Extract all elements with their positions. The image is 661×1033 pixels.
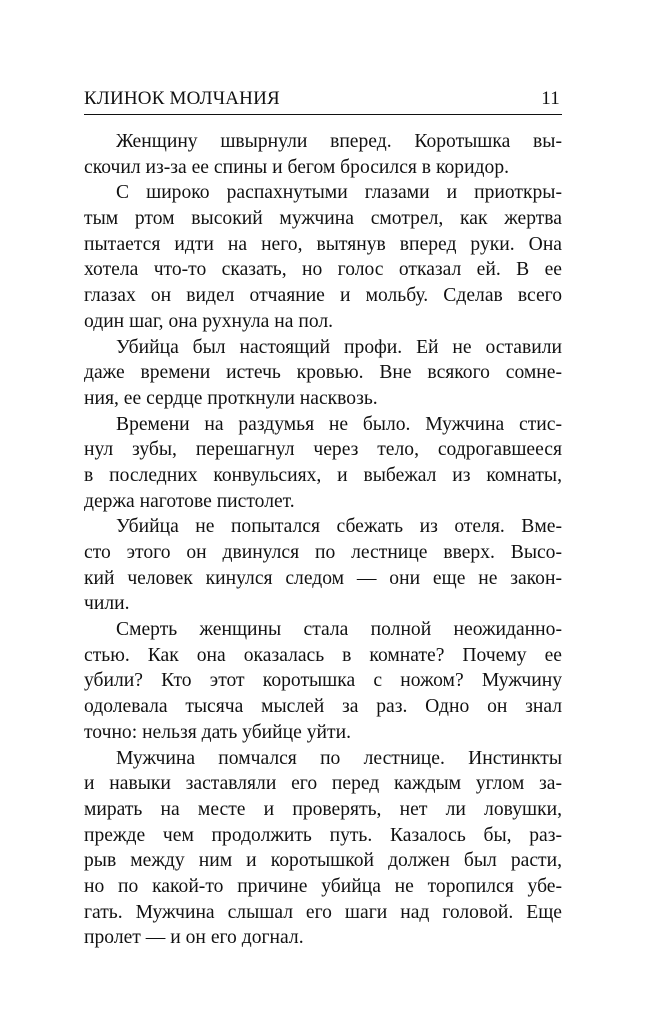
text-line: но по какой-то причине убийца не торопился убе- bbox=[84, 875, 562, 897]
text-line: глазах он видел отчаяние и мольбу. Сделав всего bbox=[84, 285, 562, 307]
text-line: даже времени истечь кровью. Вне всякого сомне- bbox=[84, 362, 562, 384]
page-number: 11 bbox=[541, 88, 560, 109]
text-line: прежде чем продолжить путь. Казалось бы, раз- bbox=[84, 824, 562, 846]
text-line: рыв между ним и коротышкой должен был расти, bbox=[84, 850, 562, 872]
paragraph bbox=[84, 180, 562, 334]
paragraph bbox=[84, 617, 562, 745]
text-line: сто этого он двинулся по лестнице вверх. Высо- bbox=[84, 542, 562, 563]
text-line: в последних конвульсиях, и выбежал из комнаты, bbox=[84, 464, 562, 486]
text-line: стью. Как она оказалась в комнате? Почему ее bbox=[84, 644, 562, 666]
text-line: и навыки заставляли его перед каждым углом за- bbox=[84, 773, 562, 795]
text-line: Убийца был настоящий профи. Ей не оставили bbox=[116, 336, 562, 358]
paragraph bbox=[84, 335, 562, 412]
text-line: ния, ее сердце проткнули насквозь. bbox=[84, 387, 378, 409]
text-line: тым ртом высокий мужчина смотрел, как жертва bbox=[84, 208, 562, 230]
text-line: Убийца не попытался сбежать из отеля. Вме- bbox=[116, 516, 562, 538]
running-header bbox=[84, 86, 562, 115]
text-line: Времени на раздумья не было. Мужчина стис- bbox=[116, 413, 562, 435]
text-line: нул зубы, перешагнул через тело, содрогавшееся bbox=[84, 439, 562, 461]
paragraph bbox=[84, 514, 562, 617]
text-line: держа наготове пистолет. bbox=[84, 490, 295, 512]
text-line: Смерть женщины стала полной неожиданно- bbox=[116, 619, 562, 641]
text-line: точно: нельзя дать убийце уйти. bbox=[84, 721, 351, 743]
text-line: один шаг, она рухнула на пол. bbox=[84, 310, 334, 332]
paragraph bbox=[84, 129, 562, 180]
text-line: убили? Кто этот коротышка с ножом? Мужчину bbox=[84, 670, 562, 692]
text-line: чили. bbox=[84, 593, 130, 615]
paragraph bbox=[84, 412, 562, 515]
text-line: С широко распахнутыми глазами и приоткры- bbox=[116, 182, 562, 204]
body-text bbox=[84, 129, 562, 951]
text-line: Мужчина помчался по лестнице. Инстинкты bbox=[116, 747, 562, 769]
paragraph bbox=[84, 746, 562, 952]
text-line: Женщину швырнули вперед. Коротышка вы- bbox=[116, 131, 562, 152]
text-line: хотела что-то сказать, но голос отказал ей. В ее bbox=[84, 259, 562, 281]
text-line: скочил из-за ее спины и бегом бросился в коридор. bbox=[84, 156, 510, 178]
text-line: пытается идти на него, вытянув вперед руки. Она bbox=[84, 233, 562, 255]
text-line: гать. Мужчина слышал его шаги над головой. Еще bbox=[84, 901, 562, 923]
running-title: КЛИНОК МОЛЧАНИЯ bbox=[84, 88, 280, 109]
text-line: одолевала тысяча мыслей за раз. Одно он знал bbox=[84, 696, 562, 718]
text-line: кий человек кинулся следом — они еще не закон- bbox=[84, 567, 562, 589]
text-line: пролет — и он его догнал. bbox=[84, 927, 304, 949]
text-line: мирать на месте и проверять, нет ли ловушки, bbox=[84, 798, 562, 820]
book-page bbox=[84, 86, 562, 951]
